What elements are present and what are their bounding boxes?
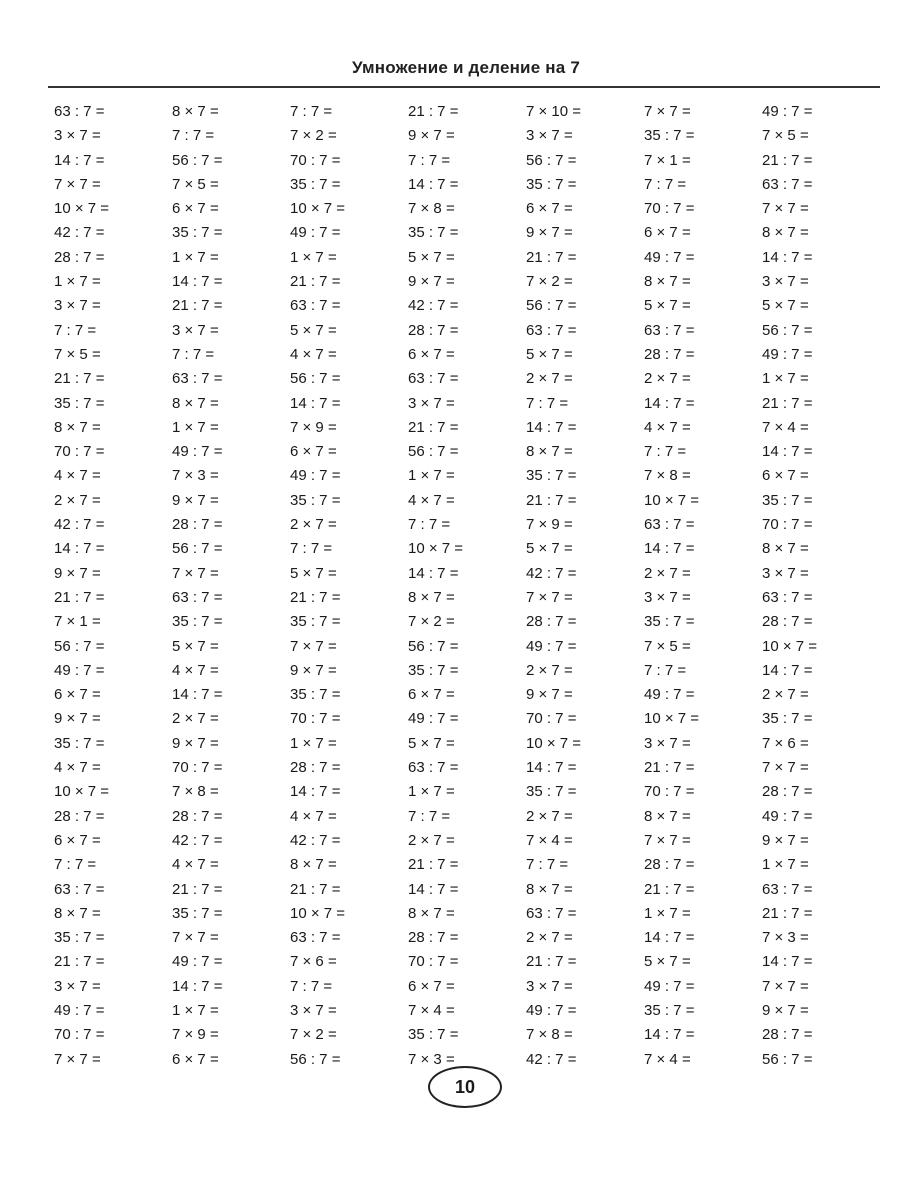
exercise-item: 7 × 8 = — [408, 200, 455, 218]
exercise-item: 14 : 7 = — [762, 661, 813, 679]
exercise-item: 6 × 7 = — [54, 831, 101, 849]
exercise-item: 7 : 7 = — [290, 977, 333, 995]
exercise-item: 7 : 7 = — [408, 807, 451, 825]
exercise-item: 6 × 7 = — [408, 686, 455, 704]
exercise-item: 49 : 7 = — [54, 1001, 105, 1019]
exercise-item: 35 : 7 = — [54, 394, 105, 412]
exercise-item: 49 : 7 = — [526, 637, 577, 655]
exercise-item: 49 : 7 = — [290, 224, 341, 242]
exercise-item: 10 × 7 = — [644, 491, 700, 509]
exercise-item: 35 : 7 = — [54, 734, 105, 752]
exercise-item: 2 × 7 = — [408, 831, 455, 849]
exercise-item: 9 × 7 = — [526, 224, 573, 242]
exercise-item: 1 × 7 = — [762, 856, 809, 874]
exercise-item: 7 × 7 = — [526, 588, 573, 606]
exercise-item: 14 : 7 = — [526, 759, 577, 777]
exercise-item: 56 : 7 = — [290, 370, 341, 388]
exercise-item: 10 × 7 = — [54, 200, 110, 218]
exercise-item: 14 : 7 = — [762, 953, 813, 971]
exercise-item: 49 : 7 = — [762, 103, 813, 120]
exercise-item: 4 × 7 = — [54, 759, 101, 777]
exercise-item: 8 × 7 = — [526, 443, 573, 461]
exercise-item: 14 : 7 = — [408, 175, 459, 193]
exercise-item: 7 × 9 = — [172, 1026, 219, 1044]
exercise-item: 3 × 7 = — [762, 273, 809, 291]
exercise-item: 35 : 7 = — [526, 467, 577, 485]
exercise-item: 7 : 7 = — [526, 394, 569, 412]
exercise-item: 21 : 7 = — [172, 297, 223, 315]
exercise-item: 35 : 7 = — [408, 1026, 459, 1044]
exercise-item: 21 : 7 = — [526, 491, 577, 509]
exercise-item: 42 : 7 = — [408, 297, 459, 315]
exercise-item: 1 × 7 = — [408, 783, 455, 801]
exercise-item: 3 × 7 = — [408, 394, 455, 412]
exercise-item: 5 × 7 = — [644, 297, 691, 315]
exercise-item: 2 × 7 = — [54, 491, 101, 509]
page-title: Умножение и деление на 7 — [352, 58, 580, 77]
exercise-item: 7 × 9 = — [290, 418, 337, 436]
exercise-item: 56 : 7 = — [526, 297, 577, 315]
exercise-item: 7 × 4 = — [762, 418, 809, 436]
exercise-item: 7 × 7 = — [54, 1050, 101, 1068]
exercise-item: 35 : 7 = — [172, 904, 223, 922]
exercise-item: 7 : 7 = — [408, 151, 451, 169]
exercise-item: 3 × 7 = — [54, 297, 101, 315]
exercise-item: 5 × 7 = — [644, 953, 691, 971]
exercise-item: 63 : 7 = — [54, 103, 105, 120]
exercise-item: 35 : 7 = — [290, 613, 341, 631]
exercise-item: 21 : 7 = — [526, 953, 577, 971]
exercise-item: 7 × 4 = — [526, 831, 573, 849]
exercise-item: 3 × 7 = — [644, 734, 691, 752]
exercise-item: 2 × 7 = — [526, 661, 573, 679]
exercise-item: 35 : 7 = — [54, 929, 105, 947]
exercise-item: 7 × 2 = — [526, 273, 573, 291]
exercise-item: 7 : 7 = — [290, 103, 333, 120]
exercise-item: 8 × 7 = — [644, 807, 691, 825]
exercise-item: 63 : 7 = — [290, 929, 341, 947]
exercise-item: 3 × 7 = — [54, 127, 101, 145]
exercise-item: 49 : 7 = — [762, 345, 813, 363]
exercise-item: 7 × 10 = — [526, 103, 582, 120]
exercise-item: 10 × 7 = — [408, 540, 464, 558]
exercise-item: 7 × 7 = — [172, 564, 219, 582]
exercise-item: 35 : 7 = — [290, 491, 341, 509]
exercise-item: 9 × 7 = — [172, 734, 219, 752]
exercise-item: 63 : 7 = — [54, 880, 105, 898]
exercise-item: 7 : 7 = — [172, 345, 215, 363]
exercise-item: 10 × 7 = — [54, 783, 110, 801]
exercise-item: 7 × 4 = — [408, 1001, 455, 1019]
exercise-item: 6 × 7 = — [408, 345, 455, 363]
exercise-item: 10 × 7 = — [290, 200, 346, 218]
exercise-item: 63 : 7 = — [172, 370, 223, 388]
exercise-item: 21 : 7 = — [408, 103, 459, 120]
exercise-item: 21 : 7 = — [762, 394, 813, 412]
exercise-item: 3 × 7 = — [290, 1001, 337, 1019]
exercise-item: 70 : 7 = — [762, 516, 813, 534]
exercise-item: 3 × 7 = — [172, 321, 219, 339]
exercise-item: 8 × 7 = — [408, 904, 455, 922]
exercise-item: 49 : 7 = — [644, 248, 695, 266]
exercise-item: 35 : 7 = — [762, 710, 813, 728]
exercise-item: 2 × 7 = — [290, 516, 337, 534]
exercise-item: 3 × 7 = — [644, 588, 691, 606]
exercise-item: 35 : 7 = — [290, 175, 341, 193]
exercise-item: 8 × 7 = — [408, 588, 455, 606]
exercise-item: 28 : 7 = — [762, 783, 813, 801]
exercise-item: 21 : 7 = — [290, 880, 341, 898]
exercise-item: 7 × 5 = — [172, 175, 219, 193]
exercise-item: 10 × 7 = — [762, 637, 818, 655]
exercise-item: 7 × 3 = — [172, 467, 219, 485]
exercise-item: 21 : 7 = — [54, 370, 105, 388]
exercise-item: 9 × 7 = — [290, 661, 337, 679]
exercise-item: 4 × 7 = — [644, 418, 691, 436]
exercise-item: 70 : 7 = — [290, 151, 341, 169]
exercise-item: 21 : 7 = — [408, 856, 459, 874]
exercise-item: 70 : 7 = — [644, 783, 695, 801]
exercise-item: 8 × 7 = — [54, 418, 101, 436]
exercise-item: 9 × 7 = — [526, 686, 573, 704]
exercise-item: 70 : 7 = — [54, 443, 105, 461]
exercise-item: 9 × 7 = — [54, 564, 101, 582]
exercise-item: 7 × 8 = — [526, 1026, 573, 1044]
exercise-item: 4 × 7 = — [290, 345, 337, 363]
header-rule — [48, 86, 880, 88]
exercise-item: 7 × 7 = — [644, 831, 691, 849]
exercise-item: 8 × 7 = — [54, 904, 101, 922]
exercise-item: 3 × 7 = — [526, 127, 573, 145]
exercise-item: 6 × 7 = — [172, 1050, 219, 1068]
exercise-item: 28 : 7 = — [644, 345, 695, 363]
exercise-item: 14 : 7 = — [644, 540, 695, 558]
exercise-item: 49 : 7 = — [172, 953, 223, 971]
exercise-item: 9 × 7 = — [172, 491, 219, 509]
exercise-item: 4 × 7 = — [408, 491, 455, 509]
exercise-item: 35 : 7 = — [644, 127, 695, 145]
exercise-item: 28 : 7 = — [172, 516, 223, 534]
exercise-item: 9 × 7 = — [54, 710, 101, 728]
exercise-item: 14 : 7 = — [172, 977, 223, 995]
exercise-item: 7 × 7 = — [644, 103, 691, 120]
exercise-item: 7 × 5 = — [644, 637, 691, 655]
exercise-item: 7 × 6 = — [290, 953, 337, 971]
page-number: 10 — [428, 1066, 502, 1108]
exercise-item: 7 : 7 = — [526, 856, 569, 874]
exercise-item: 28 : 7 = — [172, 807, 223, 825]
exercise-item: 35 : 7 = — [172, 613, 223, 631]
exercise-item: 63 : 7 = — [762, 175, 813, 193]
exercise-item: 1 × 7 = — [290, 734, 337, 752]
exercise-item: 21 : 7 = — [290, 273, 341, 291]
exercise-item: 1 × 7 = — [762, 370, 809, 388]
exercise-item: 49 : 7 = — [54, 661, 105, 679]
exercise-item: 8 × 7 = — [762, 224, 809, 242]
exercise-item: 9 × 7 = — [762, 1001, 809, 1019]
exercise-item: 1 × 7 = — [54, 273, 101, 291]
exercise-item: 21 : 7 = — [762, 151, 813, 169]
exercise-item: 5 × 7 = — [762, 297, 809, 315]
exercise-item: 14 : 7 = — [526, 418, 577, 436]
exercise-item: 21 : 7 = — [290, 588, 341, 606]
exercise-item: 70 : 7 = — [408, 953, 459, 971]
exercise-item: 35 : 7 = — [172, 224, 223, 242]
exercise-item: 21 : 7 = — [526, 248, 577, 266]
exercise-item: 63 : 7 = — [408, 370, 459, 388]
exercise-item: 3 × 7 = — [762, 564, 809, 582]
exercise-item: 1 × 7 = — [172, 1001, 219, 1019]
exercise-item: 7 × 8 = — [172, 783, 219, 801]
exercise-item: 28 : 7 = — [54, 248, 105, 266]
exercise-item: 70 : 7 = — [172, 759, 223, 777]
exercise-item: 5 × 7 = — [290, 564, 337, 582]
exercise-item: 7 × 3 = — [408, 1050, 455, 1068]
exercise-item: 21 : 7 = — [54, 953, 105, 971]
exercise-item: 14 : 7 = — [644, 929, 695, 947]
exercise-item: 5 × 7 = — [408, 248, 455, 266]
exercise-item: 49 : 7 = — [644, 686, 695, 704]
exercise-item: 28 : 7 = — [408, 929, 459, 947]
exercise-item: 10 × 7 = — [644, 710, 700, 728]
exercise-item: 2 × 7 = — [644, 564, 691, 582]
exercise-item: 70 : 7 = — [290, 710, 341, 728]
exercise-item: 7 × 7 = — [54, 175, 101, 193]
exercise-item: 7 : 7 = — [644, 443, 687, 461]
exercise-item: 7 × 7 = — [762, 977, 809, 995]
exercise-item: 42 : 7 = — [290, 831, 341, 849]
exercise-item: 7 : 7 = — [172, 127, 215, 145]
exercise-item: 28 : 7 = — [762, 613, 813, 631]
exercise-item: 28 : 7 = — [644, 856, 695, 874]
exercise-item: 49 : 7 = — [290, 467, 341, 485]
exercise-item: 2 × 7 = — [172, 710, 219, 728]
exercise-item: 63 : 7 = — [644, 516, 695, 534]
exercise-item: 7 × 6 = — [762, 734, 809, 752]
exercise-item: 8 × 7 = — [526, 880, 573, 898]
exercise-item: 10 × 7 = — [290, 904, 346, 922]
exercise-item: 1 × 7 = — [290, 248, 337, 266]
exercise-item: 63 : 7 = — [408, 759, 459, 777]
exercise-item: 35 : 7 = — [408, 224, 459, 242]
exercise-item: 21 : 7 = — [644, 759, 695, 777]
exercise-item: 70 : 7 = — [526, 710, 577, 728]
exercise-item: 21 : 7 = — [54, 588, 105, 606]
exercise-item: 6 × 7 = — [644, 224, 691, 242]
exercise-item: 49 : 7 = — [172, 443, 223, 461]
exercise-item: 5 × 7 = — [172, 637, 219, 655]
exercise-item: 56 : 7 = — [54, 637, 105, 655]
exercise-item: 6 × 7 = — [762, 467, 809, 485]
exercise-item: 4 × 7 = — [172, 856, 219, 874]
exercise-item: 5 × 7 = — [526, 345, 573, 363]
exercise-item: 1 × 7 = — [172, 418, 219, 436]
exercise-item: 14 : 7 = — [54, 540, 105, 558]
exercise-item: 35 : 7 = — [408, 661, 459, 679]
exercise-item: 5 × 7 = — [290, 321, 337, 339]
exercise-item: 56 : 7 = — [172, 540, 223, 558]
exercise-item: 4 × 7 = — [54, 467, 101, 485]
exercise-item: 21 : 7 = — [644, 880, 695, 898]
exercise-item: 2 × 7 = — [644, 370, 691, 388]
exercise-item: 5 × 7 = — [408, 734, 455, 752]
exercise-item: 3 × 7 = — [526, 977, 573, 995]
exercise-item: 63 : 7 = — [290, 297, 341, 315]
exercise-item: 1 × 7 = — [172, 248, 219, 266]
exercise-item: 7 × 5 = — [54, 345, 101, 363]
exercise-item: 7 × 8 = — [644, 467, 691, 485]
exercise-item: 35 : 7 = — [762, 491, 813, 509]
exercise-item: 8 × 7 = — [172, 103, 219, 120]
exercise-item: 28 : 7 = — [762, 1026, 813, 1044]
exercise-item: 56 : 7 = — [408, 443, 459, 461]
exercise-item: 14 : 7 = — [762, 443, 813, 461]
exercise-item: 14 : 7 = — [644, 1026, 695, 1044]
exercise-item: 28 : 7 = — [290, 759, 341, 777]
exercise-item: 21 : 7 = — [762, 904, 813, 922]
exercise-item: 7 × 7 = — [762, 759, 809, 777]
exercise-item: 56 : 7 = — [526, 151, 577, 169]
exercise-item: 49 : 7 = — [644, 977, 695, 995]
exercise-item: 9 × 7 = — [408, 273, 455, 291]
exercise-item: 7 × 2 = — [290, 127, 337, 145]
exercise-item: 70 : 7 = — [54, 1026, 105, 1044]
exercise-item: 7 : 7 = — [644, 661, 687, 679]
exercise-item: 56 : 7 = — [290, 1050, 341, 1068]
exercise-item: 7 × 2 = — [290, 1026, 337, 1044]
exercise-item: 63 : 7 = — [762, 880, 813, 898]
exercise-item: 49 : 7 = — [762, 807, 813, 825]
exercise-item: 7 × 1 = — [54, 613, 101, 631]
exercise-item: 8 × 7 = — [172, 394, 219, 412]
exercise-item: 14 : 7 = — [644, 394, 695, 412]
exercise-item: 7 × 3 = — [762, 929, 809, 947]
exercise-item: 7 : 7 = — [54, 856, 97, 874]
exercise-item: 7 × 7 = — [762, 200, 809, 218]
exercise-item: 21 : 7 = — [408, 418, 459, 436]
exercise-item: 14 : 7 = — [290, 394, 341, 412]
exercise-item: 63 : 7 = — [526, 904, 577, 922]
exercise-item: 42 : 7 = — [54, 516, 105, 534]
exercise-item: 14 : 7 = — [290, 783, 341, 801]
exercise-item: 8 × 7 = — [762, 540, 809, 558]
exercise-item: 35 : 7 = — [644, 613, 695, 631]
exercise-item: 6 × 7 = — [172, 200, 219, 218]
exercise-grid — [54, 100, 862, 1072]
exercise-item: 63 : 7 = — [172, 588, 223, 606]
exercise-item: 56 : 7 = — [762, 1050, 813, 1068]
exercise-item: 6 × 7 = — [526, 200, 573, 218]
exercise-item: 1 × 7 = — [408, 467, 455, 485]
exercise-item: 42 : 7 = — [54, 224, 105, 242]
exercise-item: 2 × 7 = — [762, 686, 809, 704]
exercise-item: 2 × 7 = — [526, 807, 573, 825]
exercise-item: 14 : 7 = — [172, 686, 223, 704]
exercise-item: 7 × 5 = — [762, 127, 809, 145]
exercise-item: 7 × 1 = — [644, 151, 691, 169]
exercise-item: 28 : 7 = — [408, 321, 459, 339]
exercise-item: 70 : 7 = — [644, 200, 695, 218]
exercise-item: 28 : 7 = — [526, 613, 577, 631]
exercise-item: 2 × 7 = — [526, 370, 573, 388]
exercise-item: 14 : 7 = — [762, 248, 813, 266]
exercise-item: 56 : 7 = — [172, 151, 223, 169]
exercise-item: 42 : 7 = — [526, 1050, 577, 1068]
exercise-item: 35 : 7 = — [290, 686, 341, 704]
exercise-item: 6 × 7 = — [54, 686, 101, 704]
exercise-item: 7 : 7 = — [408, 516, 451, 534]
exercise-item: 7 : 7 = — [644, 175, 687, 193]
exercise-item: 49 : 7 = — [408, 710, 459, 728]
exercise-item: 63 : 7 = — [762, 588, 813, 606]
exercise-item: 28 : 7 = — [54, 807, 105, 825]
exercise-item: 10 × 7 = — [526, 734, 582, 752]
exercise-item: 7 × 4 = — [644, 1050, 691, 1068]
exercise-item: 7 × 7 = — [290, 637, 337, 655]
exercise-item: 6 × 7 = — [408, 977, 455, 995]
exercise-item: 2 × 7 = — [526, 929, 573, 947]
exercise-item: 21 : 7 = — [172, 880, 223, 898]
exercise-item: 5 × 7 = — [526, 540, 573, 558]
exercise-item: 35 : 7 = — [644, 1001, 695, 1019]
exercise-item: 7 × 2 = — [408, 613, 455, 631]
exercise-item: 63 : 7 = — [644, 321, 695, 339]
exercise-item: 7 × 7 = — [172, 929, 219, 947]
exercise-item: 56 : 7 = — [408, 637, 459, 655]
exercise-item: 42 : 7 = — [172, 831, 223, 849]
exercise-item: 42 : 7 = — [526, 564, 577, 582]
page-header — [48, 56, 880, 88]
exercise-item: 56 : 7 = — [762, 321, 813, 339]
exercise-item: 14 : 7 = — [172, 273, 223, 291]
exercise-item: 4 × 7 = — [172, 661, 219, 679]
exercise-item: 7 × 9 = — [526, 516, 573, 534]
exercise-item: 3 × 7 = — [54, 977, 101, 995]
exercise-item: 63 : 7 = — [526, 321, 577, 339]
exercise-item: 8 × 7 = — [644, 273, 691, 291]
exercise-item: 14 : 7 = — [408, 564, 459, 582]
exercise-item: 4 × 7 = — [290, 807, 337, 825]
exercise-item: 6 × 7 = — [290, 443, 337, 461]
exercise-item: 35 : 7 = — [526, 783, 577, 801]
exercise-item: 9 × 7 = — [408, 127, 455, 145]
exercise-item: 1 × 7 = — [644, 904, 691, 922]
exercise-item: 7 : 7 = — [290, 540, 333, 558]
exercise-item: 14 : 7 = — [54, 151, 105, 169]
exercise-item: 49 : 7 = — [526, 1001, 577, 1019]
exercise-item: 7 : 7 = — [54, 321, 97, 339]
exercise-item: 8 × 7 = — [290, 856, 337, 874]
exercise-item: 9 × 7 = — [762, 831, 809, 849]
exercise-item: 14 : 7 = — [408, 880, 459, 898]
exercise-item: 35 : 7 = — [526, 175, 577, 193]
